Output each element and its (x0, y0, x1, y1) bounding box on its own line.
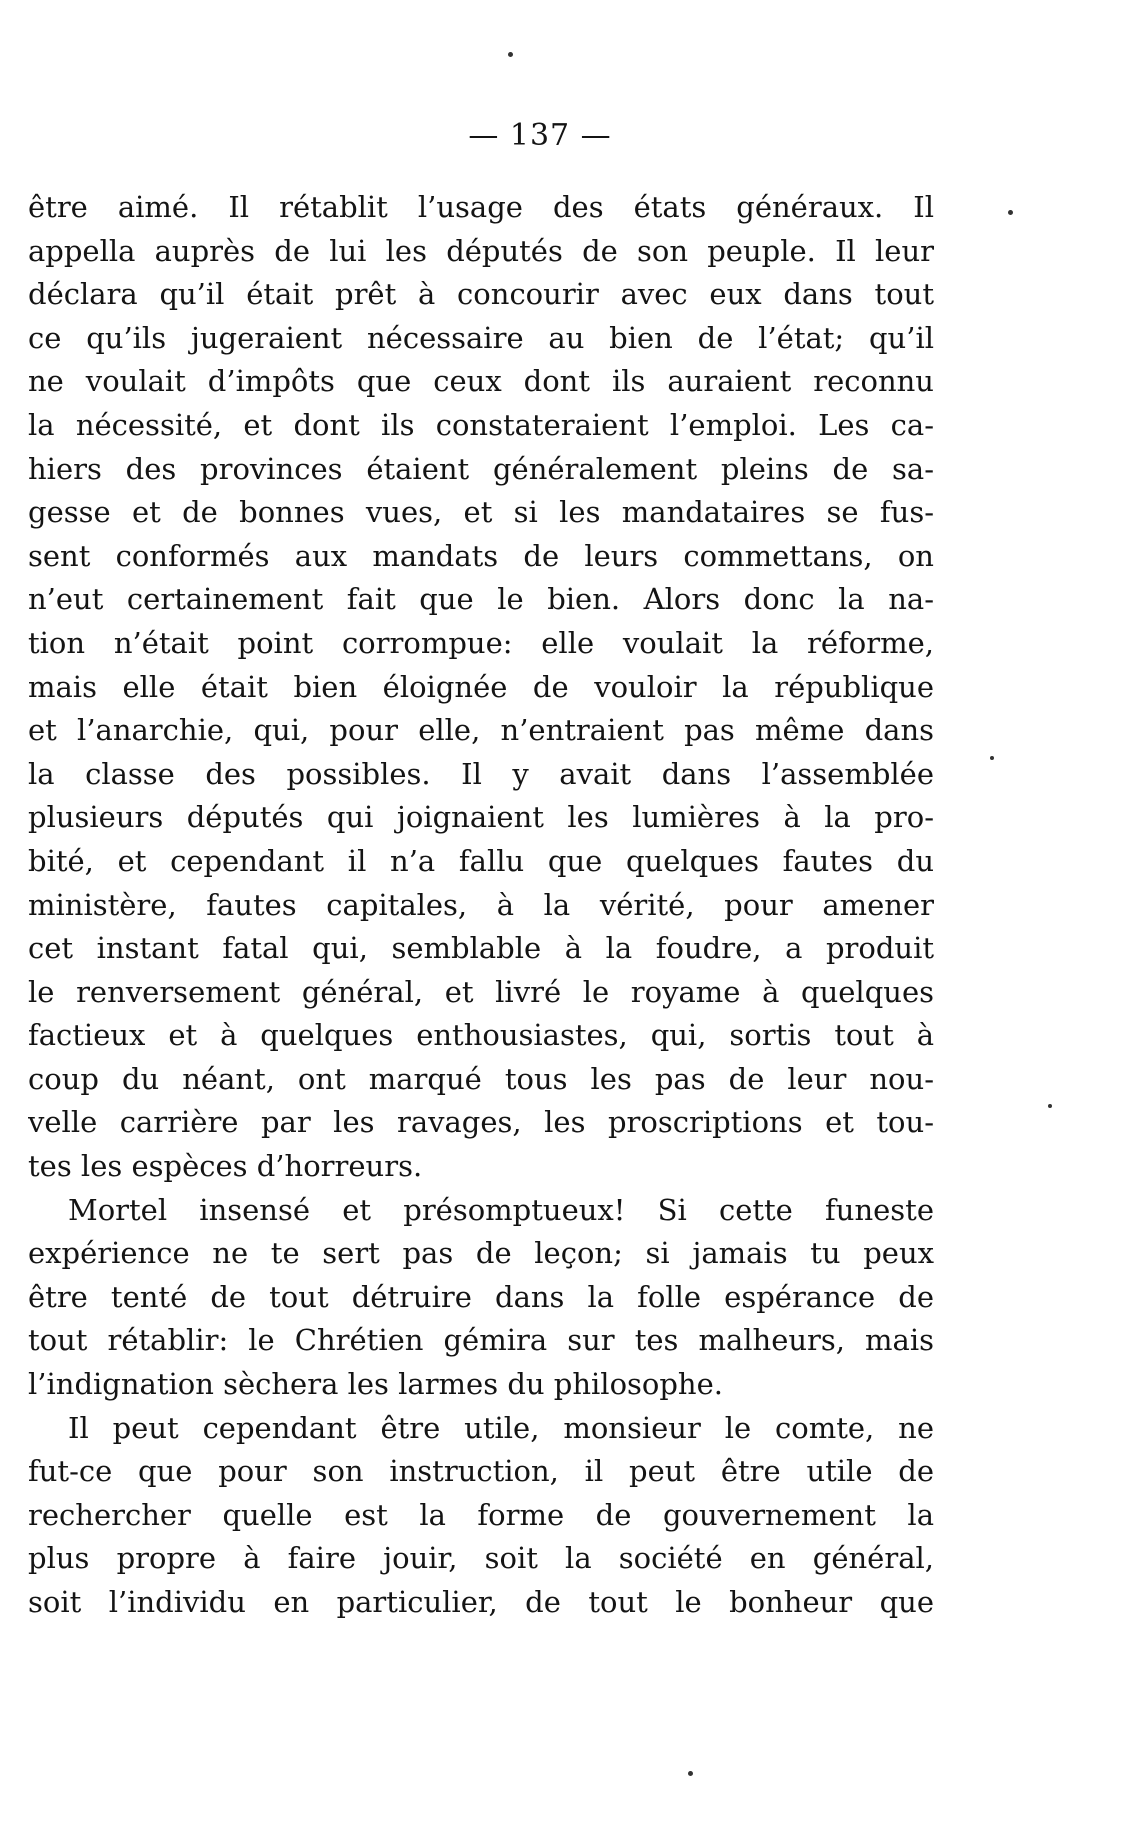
print-speck (1008, 210, 1013, 215)
paragraph-end-line: tes les espèces d’horreurs. (28, 1149, 423, 1184)
text-line: mais elle était bien éloignée de vouloir la république (28, 669, 934, 704)
text-line: et l’anarchie, qui, pour elle, n’entraient pas même dans (28, 713, 934, 748)
text-line: cet instant fatal qui, semblable à la foudre, a produit (28, 931, 934, 966)
print-speck (1048, 1104, 1052, 1108)
print-speck (688, 1771, 693, 1776)
print-speck (508, 52, 513, 57)
paragraph-end-line: l’indignation sèchera les larmes du philosophe. (28, 1367, 723, 1402)
text-line: coup du néant, ont marqué tous les pas de leur nou- (28, 1061, 934, 1096)
text-line: le renversement général, et livré le royame à quelques (28, 974, 934, 1009)
text-line: sent conformés aux mandats de leurs commettans, on (28, 538, 934, 573)
page-number (0, 118, 1140, 153)
text-line: hiers des provinces étaient généralement pleins de sa- (28, 451, 934, 486)
text-line: plus propre à faire jouir, soit la société en général, (28, 1541, 934, 1576)
text-line: expérience ne te sert pas de leçon; si jamais tu peux (28, 1236, 934, 1271)
text-line: soit l’individu en particulier, de tout le bonheur que (28, 1585, 934, 1619)
text-line: appella auprès de lui les députés de son peuple. Il leur (28, 233, 934, 268)
text-line: fut-ce que pour son instruction, il peut être utile de (28, 1454, 934, 1489)
paragraph-start-line: Il peut cependant être utile, monsieur le comte, ne (68, 1410, 934, 1445)
text-line: tion n’était point corrompue: elle voulait la réforme, (28, 625, 934, 660)
paragraph-start-line: Mortel insensé et présomptueux! Si cette funeste (68, 1192, 934, 1227)
text-line: ministère, fautes capitales, à la vérité, pour amener (28, 887, 934, 922)
text-line: être aimé. Il rétablit l’usage des états généraux. Il (28, 190, 934, 224)
text-line: la classe des possibles. Il y avait dans l’assemblée (28, 756, 934, 791)
text-line: la nécessité, et dont ils constateraient l’emploi. Les ca- (28, 407, 934, 442)
text-line: déclara qu’il était prêt à concourir avec eux dans tout (28, 277, 934, 312)
text-line: gesse et de bonnes vues, et si les mandataires se fus- (28, 495, 934, 530)
text-line: velle carrière par les ravages, les proscriptions et tou- (28, 1105, 934, 1140)
text-line: ce qu’ils jugeraient nécessaire au bien de l’état; qu’il (28, 320, 934, 355)
print-speck (990, 756, 994, 760)
text-line: factieux et à quelques enthousiastes, qui, sortis tout à (28, 1018, 934, 1053)
text-line: être tenté de tout détruire dans la folle espérance de (28, 1279, 934, 1314)
text-line: tout rétablir: le Chrétien gémira sur tes malheurs, mais (28, 1323, 934, 1358)
body-text (28, 186, 934, 1625)
text-line: n’eut certainement fait que le bien. Alors donc la na- (28, 582, 934, 617)
text-line: ne voulait d’impôts que ceux dont ils auraient reconnu (28, 364, 934, 399)
text-line: plusieurs députés qui joignaient les lumières à la pro- (28, 800, 934, 835)
text-line: rechercher quelle est la forme de gouvernement la (28, 1497, 934, 1532)
page-number-label: — 137 — (468, 118, 612, 153)
text-line: bité, et cependant il n’a fallu que quelques fautes du (28, 843, 934, 878)
